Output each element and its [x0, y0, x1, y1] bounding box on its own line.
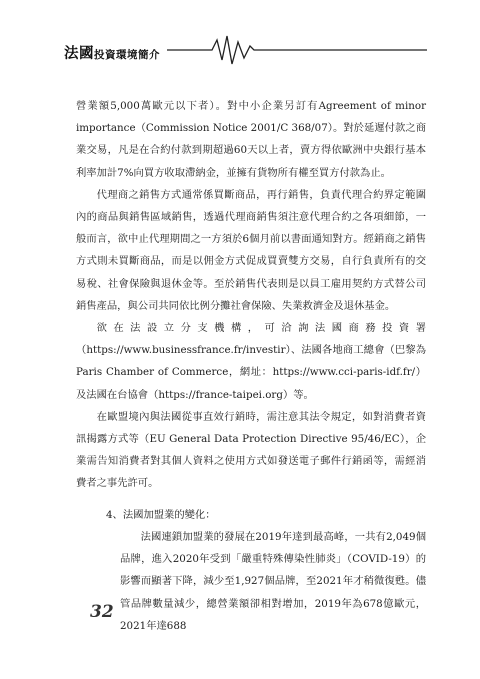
paragraph-direct-marketing: 在歐盟境內與法國從事直效行銷時，需注意其法令規定，如對消費者資訊揭露方式等（EU General Data Protection Directive 95/46/EC），企業需告知消費者對其個人資料之使用方式如發送電子郵件行銷函等，需經消費者之事先許可。: [76, 410, 426, 490]
header-title: [64, 42, 160, 63]
header-title-small: 投資環境簡介: [94, 49, 160, 61]
body-text: [76, 95, 426, 495]
paragraph-continued: 營業額5,000萬歐元以下者）。對中小企業另訂有Agreement of minor importance（Commission Notice 2001/C 368/07）。對於延遲付款之商業交易，凡是在合約付款到期超過60天以上者，賣方得依歐洲中央銀行基本利率加計7%向買方收取滯納金，並擁有貨物所有權至買方付款為止。: [76, 100, 426, 179]
page-number: 32: [90, 602, 114, 622]
paragraph-agents: 代理商之銷售方式通常係買斷商品，再行銷售，負責代理合約界定範圍內的商品與銷售區域銷售，透過代理商銷售須注意代理合約之各項細節，一般而言，欲中止代理期間之一方須於6個月前以書面通知對方。經銷商之銷售方式則未買斷商品，而是以佣金方式促成買賣雙方交易，自行負責所有的交易稅、社會保險與退休金等。至於銷售代表則是以員工雇用契約方式替公司銷售產品，與公司共同依比例分攤社會保險、失業救濟金及退休基金。: [76, 188, 426, 312]
paragraph-franchise: 法國連鎖加盟業的發展在2019年達到最高峰，一共有2,049個品牌，進入2020年受到「嚴重特殊傳染性肺炎」（COVID-19）的影響而顯著下降，減少至1,927個品牌，至2021年才稍微復甦。儘管品牌數量減少，總營業額卻相對增加，2019年為678億歐元，2021年達688: [120, 531, 426, 632]
header-title-big: 法國: [64, 46, 94, 62]
franchise-text: [120, 526, 426, 637]
section-heading: 4、法國加盟業的變化：: [106, 509, 216, 521]
running-header: [62, 30, 432, 70]
paragraph-branches: 欲在法設立分支機構，可洽詢法國商務投資署（https://www.businessfrance.fr/investir）、法國各地商工總會（巴黎為Paris Chamber of Commerce，網址：https://www.cci-paris-idf.fr/）及法國在台協會（https://france-taipei.org）等。: [76, 322, 426, 401]
